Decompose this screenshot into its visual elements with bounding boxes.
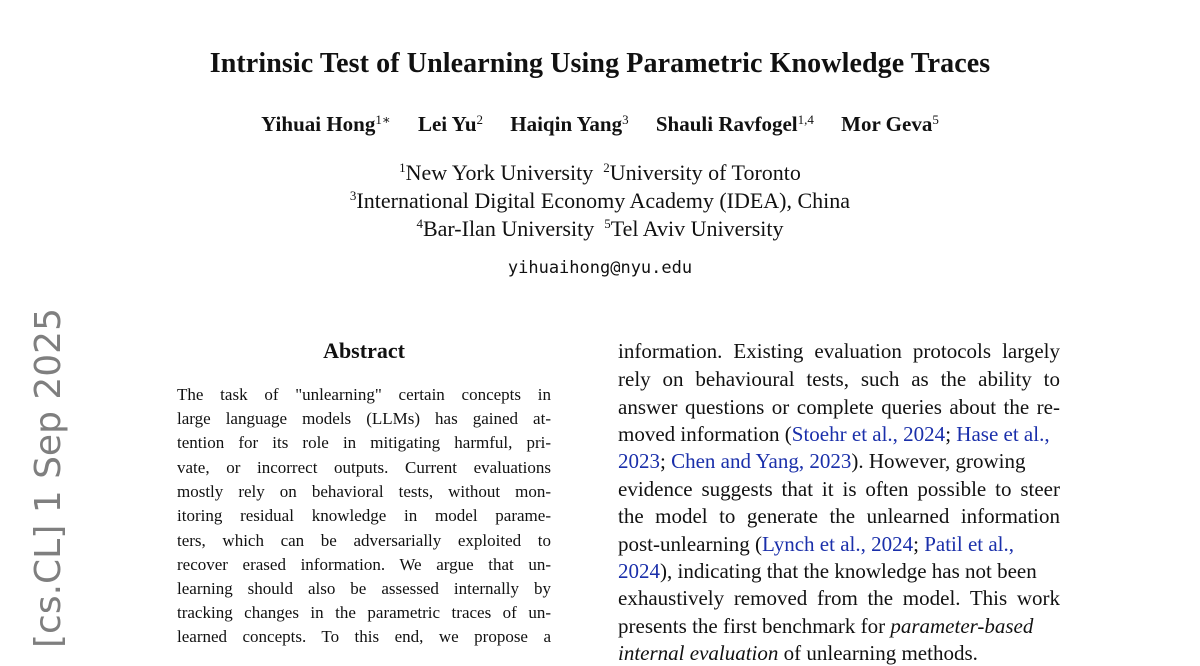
text-span: ;	[945, 422, 957, 446]
text-span: ;	[913, 532, 925, 556]
author-name: Shauli Ravfogel	[655, 112, 798, 136]
affiliation-mark: 2	[603, 160, 610, 175]
text-span: post-unlearning (	[618, 532, 763, 556]
author-name: Yihuai Hong	[261, 112, 376, 136]
citation-link[interactable]: Patil et al.,	[924, 532, 1015, 556]
text-span: ;	[660, 449, 672, 473]
citation-link[interactable]: Chen and Yang, 2023	[671, 449, 852, 473]
abstract-line: ters, which can be adversarially exploited to	[177, 531, 551, 550]
abstract-line: The task of "unlearning" certain concepts in	[177, 385, 551, 404]
body-line: information. Existing evaluation protocols largely	[618, 339, 1060, 363]
author-affiliation-mark: 2	[476, 112, 484, 127]
body-line	[618, 641, 1060, 666]
body-line	[618, 559, 1060, 584]
body-line: answer questions or complete queries about the re-	[618, 395, 1060, 419]
abstract-heading: Abstract	[323, 338, 405, 363]
text-span: moved information (	[618, 422, 792, 446]
affiliation-mark: 3	[349, 188, 357, 203]
affiliation-mark: 5	[604, 216, 611, 231]
body-line	[618, 532, 1060, 557]
body-line: the model to generate the unlearned information	[618, 504, 1060, 528]
author-name: Mor Geva	[841, 112, 933, 136]
abstract-line: large language models (LLMs) has gained at-	[177, 409, 551, 428]
body-line: exhaustively removed from the model. This work	[618, 586, 1060, 610]
author-affiliation-mark: 3	[622, 112, 629, 127]
affiliation-line	[0, 216, 1200, 242]
abstract-line: tention for its role in mitigating harmful, pri-	[177, 433, 551, 452]
citation-link[interactable]: Lynch et al., 2024	[762, 532, 914, 556]
abstract-line: tracking changes in the parametric traces of un-	[177, 603, 551, 622]
body-line: evidence suggests that it is often possible to steer	[618, 477, 1060, 501]
affiliation: Tel Aviv University	[610, 216, 784, 241]
text-span: ). However, growing	[851, 449, 1026, 473]
citation-link[interactable]: Hase et al.,	[956, 422, 1050, 446]
affiliation: New York University	[405, 160, 594, 185]
affiliation: University of Toronto	[609, 160, 801, 185]
author-name: Haiqin Yang	[510, 112, 623, 136]
author-affiliation-mark: 1∗	[375, 112, 391, 127]
affiliation-line	[0, 160, 1200, 186]
author	[510, 112, 628, 137]
emphasis-text: parameter-based	[890, 614, 1034, 638]
affiliation-mark: 4	[416, 216, 423, 231]
text-span: presents the first benchmark for	[618, 614, 891, 638]
author-email[interactable]: yihuaihong@nyu.edu	[507, 258, 693, 278]
emphasis-text: internal evaluation	[618, 641, 779, 665]
citation-link[interactable]: 2024	[618, 559, 660, 583]
abstract-line: learned concepts. To this end, we propose a	[177, 627, 551, 646]
author	[656, 112, 814, 137]
affiliation-line	[0, 188, 1200, 214]
author	[261, 112, 391, 137]
affiliation: Bar-Ilan University	[422, 216, 595, 241]
body-line	[618, 449, 1060, 474]
abstract-line: vate, or incorrect outputs. Current evaluations	[177, 458, 551, 477]
arxiv-stamp: [cs.CL] 1 Sep 2025	[28, 308, 69, 648]
body-line: rely on behavioural tests, such as the ability to	[618, 367, 1060, 391]
body-line	[618, 422, 1060, 447]
author	[418, 112, 483, 137]
author-list	[0, 112, 1200, 137]
text-span: of unlearning methods.	[778, 641, 978, 665]
text-span: ), indicating that the knowledge has not been	[660, 559, 1037, 583]
abstract-line: itoring residual knowledge in model parame-	[177, 506, 551, 525]
author	[841, 112, 939, 137]
author-affiliation-mark: 1,4	[797, 112, 814, 127]
abstract-line: mostly rely on behavioral tests, without mon-	[177, 482, 551, 501]
abstract-line: learning should also be assessed internally by	[177, 579, 551, 598]
body-line	[618, 614, 1060, 639]
abstract-line: recover erased information. We argue that un-	[177, 555, 551, 574]
citation-link[interactable]: 2023	[618, 449, 660, 473]
affiliation: International Digital Economy Academy (IDEA), China	[356, 188, 851, 213]
paper-title: Intrinsic Test of Unlearning Using Parametric Knowledge Traces	[209, 48, 991, 79]
author-name: Lei Yu	[417, 112, 477, 136]
author-affiliation-mark: 5	[932, 112, 939, 127]
affiliation-mark: 1	[399, 160, 406, 175]
citation-link[interactable]: Stoehr et al., 2024	[791, 422, 946, 446]
